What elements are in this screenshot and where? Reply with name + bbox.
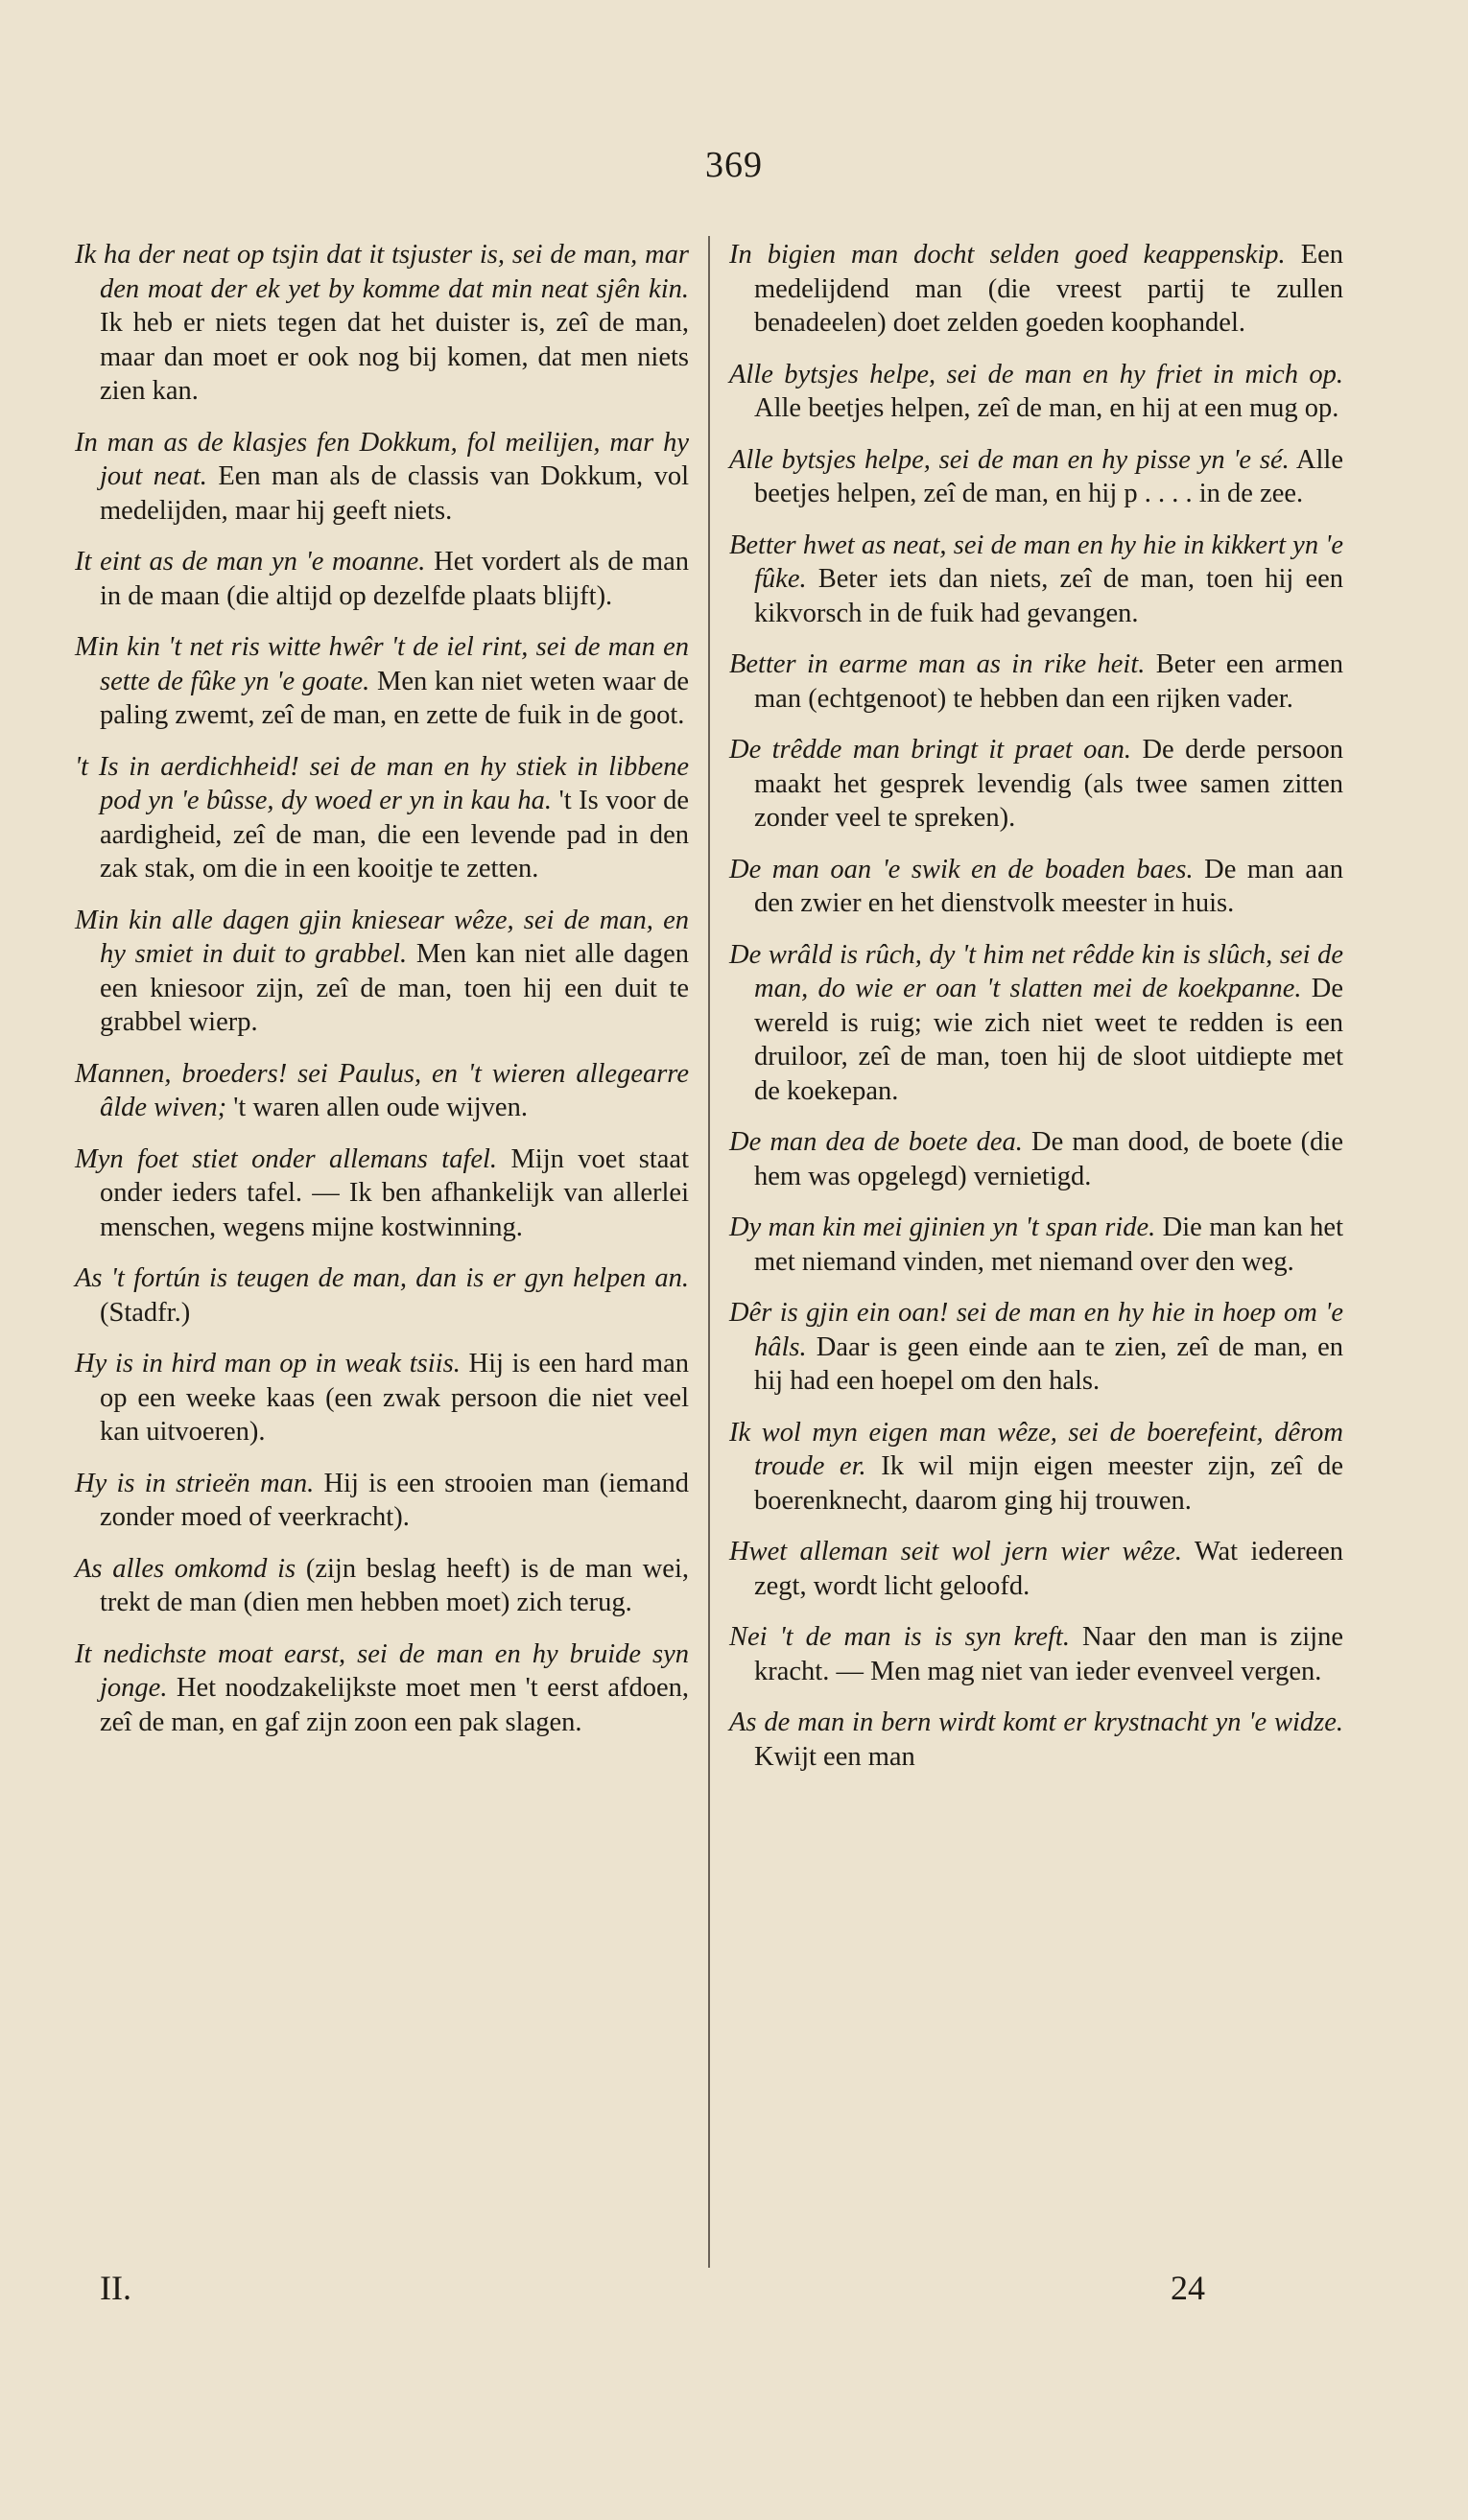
proverb-entry xyxy=(75,238,689,409)
frisian-proverb: Alle bytsjes helpe, sei de man en hy pisse yn 'e sé. xyxy=(729,444,1290,475)
frisian-proverb: Hwet alleman seit wol jern wier wêze. xyxy=(729,1537,1183,1566)
proverb-entry xyxy=(729,853,1343,921)
frisian-proverb: As 't fortún is teugen de man, dan is er gyn helpen an. xyxy=(75,1263,689,1293)
frisian-proverb: Dy man kin mei gjinien yn 't span ride. xyxy=(729,1213,1156,1242)
dutch-translation: (Stadfr.) xyxy=(100,1297,191,1328)
page-number: 369 xyxy=(705,145,763,185)
dutch-translation: Beter een armen man (echtgenoot) te hebben dan een rijken vader. xyxy=(754,649,1343,714)
frisian-proverb: It eint as de man yn 'e moanne. xyxy=(75,547,426,577)
frisian-proverb: Better in earme man as in rike heit. xyxy=(729,649,1146,679)
dutch-translation: (zijn beslag heeft) is de man wei, trekt de man (dien men hebben moet) zich terug. xyxy=(100,1553,689,1617)
proverb-entry xyxy=(729,648,1343,716)
dutch-translation: De man dood, de boete (die hem was opgelegd) vernietigd. xyxy=(754,1127,1343,1191)
quire-number: 24 xyxy=(1171,2269,1205,2307)
frisian-proverb: Ik wol myn eigen man wêze, sei de boerefeint, dêrom troude er. xyxy=(729,1417,1343,1481)
proverb-entry xyxy=(75,630,689,733)
frisian-proverb: As alles omkomd is xyxy=(75,1553,296,1584)
proverb-entry xyxy=(75,750,689,886)
dutch-translation: Men kan niet alle dagen een kniesoor zijn, zeî de man, toen hij een duit te grabbel wierp. xyxy=(100,939,690,1037)
left-column xyxy=(75,238,689,1756)
dutch-translation: Mijn voet staat onder ieders tafel. — Ik ben afhankelijk van allerlei menschen, wegens mijne kostwinning. xyxy=(100,1143,689,1242)
signature-mark: II. xyxy=(100,2269,131,2307)
proverb-entry xyxy=(75,1637,689,1740)
proverb-entry xyxy=(729,1211,1343,1279)
proverb-entry xyxy=(729,1296,1343,1399)
proverb-entry xyxy=(729,443,1343,511)
dutch-translation: De man aan den zwier en het dienstvolk meester in huis. xyxy=(754,854,1343,918)
proverb-entry xyxy=(729,238,1343,341)
proverb-entry xyxy=(729,529,1343,631)
frisian-proverb: De man oan 'e swik en de boaden baes. xyxy=(729,854,1194,884)
frisian-proverb: De wrâld is rûch, dy 't him net rêdde kin is slûch, sei de man, do wie er oan 't slatten mei de koekpanne. xyxy=(729,939,1343,1003)
proverb-entry xyxy=(75,426,689,529)
frisian-proverb: De man dea de boete dea. xyxy=(729,1127,1023,1157)
frisian-proverb: Min kin 't net ris witte hwêr 't de iel rint, sei de man en sette de fûke yn 'e goate. xyxy=(75,632,689,696)
frisian-proverb: Min kin alle dagen gjin kniesear wêze, sei de man, en hy smiet in duit to grabbel. xyxy=(75,905,689,969)
frisian-proverb: Myn foet stiet onder allemans tafel. xyxy=(75,1143,498,1174)
frisian-proverb: Better hwet as neat, sei de man en hy hie in kikkert yn 'e fûke. xyxy=(729,530,1343,594)
frisian-proverb: In man as de klasjes fen Dokkum, fol meilijen, mar hy jout neat. xyxy=(75,427,689,491)
dutch-translation: Hij is een hard man op een weeke kaas (een zwak persoon die niet veel kan uitvoeren). xyxy=(100,1349,690,1447)
column-divider xyxy=(708,236,710,2268)
proverb-entry xyxy=(729,358,1343,426)
dutch-translation: De derde persoon maakt het gesprek levendig (als twee samen zitten zonder veel te spreken). xyxy=(754,735,1343,833)
proverb-entry xyxy=(75,904,689,1040)
proverb-entry xyxy=(75,545,689,613)
right-column xyxy=(729,238,1343,1791)
proverb-entry xyxy=(75,1467,689,1535)
dutch-translation: 't Is voor de aardigheid, zeî de man, die een levende pad in den zak stak, om die in een kooitje te zetten. xyxy=(100,786,689,883)
dutch-translation: Die man kan het met niemand vinden, met niemand over den weg. xyxy=(754,1213,1343,1277)
frisian-proverb: In bigien man docht selden goed keappenskip. xyxy=(729,240,1286,270)
frisian-proverb: Alle bytsjes helpe, sei de man en hy friet in mich op. xyxy=(729,359,1343,389)
frisian-proverb: De trêdde man bringt it praet oan. xyxy=(729,735,1132,765)
proverb-entry xyxy=(75,1261,689,1330)
dutch-translation: Ik wil mijn eigen meester zijn, zeî de boerenknecht, daarom ging hij trouwen. xyxy=(754,1451,1343,1516)
dutch-translation: Hij is een strooien man (iemand zonder moed of veerkracht). xyxy=(100,1468,689,1532)
proverb-entry xyxy=(729,1535,1343,1603)
proverb-entry xyxy=(729,733,1343,836)
frisian-proverb: Nei 't de man is is syn kreft. xyxy=(729,1622,1070,1652)
frisian-proverb: As de man in bern wirdt komt er krystnacht yn 'e widze. xyxy=(729,1707,1343,1737)
proverb-entry xyxy=(729,1706,1343,1774)
dutch-translation: Alle beetjes helpen, zeî de man, en hij p . . . . in de zee. xyxy=(754,444,1343,508)
proverb-entry xyxy=(729,1125,1343,1193)
frisian-proverb: It nedichste moat earst, sei de man en hy bruide syn jonge. xyxy=(75,1638,689,1703)
frisian-proverb: Hy is in strieën man. xyxy=(75,1468,315,1498)
dutch-translation: De wereld is ruig; wie zich niet weet te redden is een druiloor, zeî de man, toen hij de sloot uitdiepte met de koekepan. xyxy=(754,974,1343,1106)
proverb-entry xyxy=(729,1620,1343,1688)
dutch-translation: Kwijt een man xyxy=(754,1741,915,1772)
dutch-translation: Het noodzakelijkste moet men 't eerst afdoen, zeî de man, en gaf zijn zoon een pak slagen. xyxy=(100,1673,689,1737)
dutch-translation: 't waren allen oude wijven. xyxy=(226,1093,528,1122)
dutch-translation: Daar is geen einde aan te zien, zeî de man, en hij had een hoepel om den hals. xyxy=(754,1331,1343,1396)
proverb-entry xyxy=(75,1057,689,1125)
frisian-proverb: Dêr is gjin ein oan! sei de man en hy hie in hoep om 'e hâls. xyxy=(729,1298,1343,1362)
dutch-translation: Een medelijdend man (die vreest partij te zullen benadeelen) doet zelden goeden koophandel. xyxy=(754,240,1343,338)
dutch-translation: Alle beetjes helpen, zeî de man, en hij at een mug op. xyxy=(754,393,1339,423)
dutch-translation: Een man als de classis van Dokkum, vol medelijden, maar hij geeft niets. xyxy=(100,461,689,526)
proverb-entry xyxy=(729,1416,1343,1519)
proverb-entry xyxy=(729,938,1343,1109)
dutch-translation: Het vordert als de man in de maan (die altijd op dezelfde plaats blijft). xyxy=(100,547,690,611)
dutch-translation: Wat iedereen zegt, wordt licht geloofd. xyxy=(754,1537,1343,1601)
dutch-translation: Beter iets dan niets, zeî de man, toen hij een kikvorsch in de fuik had gevangen. xyxy=(754,564,1343,628)
proverb-entry xyxy=(75,1347,689,1449)
dutch-translation: Men kan niet weten waar de paling zwemt, zeî de man, en zette de fuik in de goot. xyxy=(100,666,689,730)
dutch-translation: Ik heb er niets tegen dat het duister is, zeî de man, maar dan moet er ook nog bij komen, dat men niets zien kan. xyxy=(100,308,689,406)
frisian-proverb: Mannen, broeders! sei Paulus, en 't wieren allegearre âlde wiven; xyxy=(75,1058,689,1122)
frisian-proverb: Ik ha der neat op tsjin dat it tsjuster is, sei de man, mar den moat der ek yet by komme dat min neat sjên kin. xyxy=(75,240,689,304)
proverb-entry xyxy=(75,1142,689,1245)
dutch-translation: Naar den man is zijne kracht. — Men mag niet van ieder evenveel vergen. xyxy=(754,1622,1343,1686)
frisian-proverb: 't Is in aerdichheid! sei de man en hy stiek in libbene pod yn 'e bûsse, dy woed er yn in kau ha. xyxy=(75,751,689,815)
proverb-entry xyxy=(75,1552,689,1620)
frisian-proverb: Hy is in hird man op in weak tsiis. xyxy=(75,1349,461,1378)
